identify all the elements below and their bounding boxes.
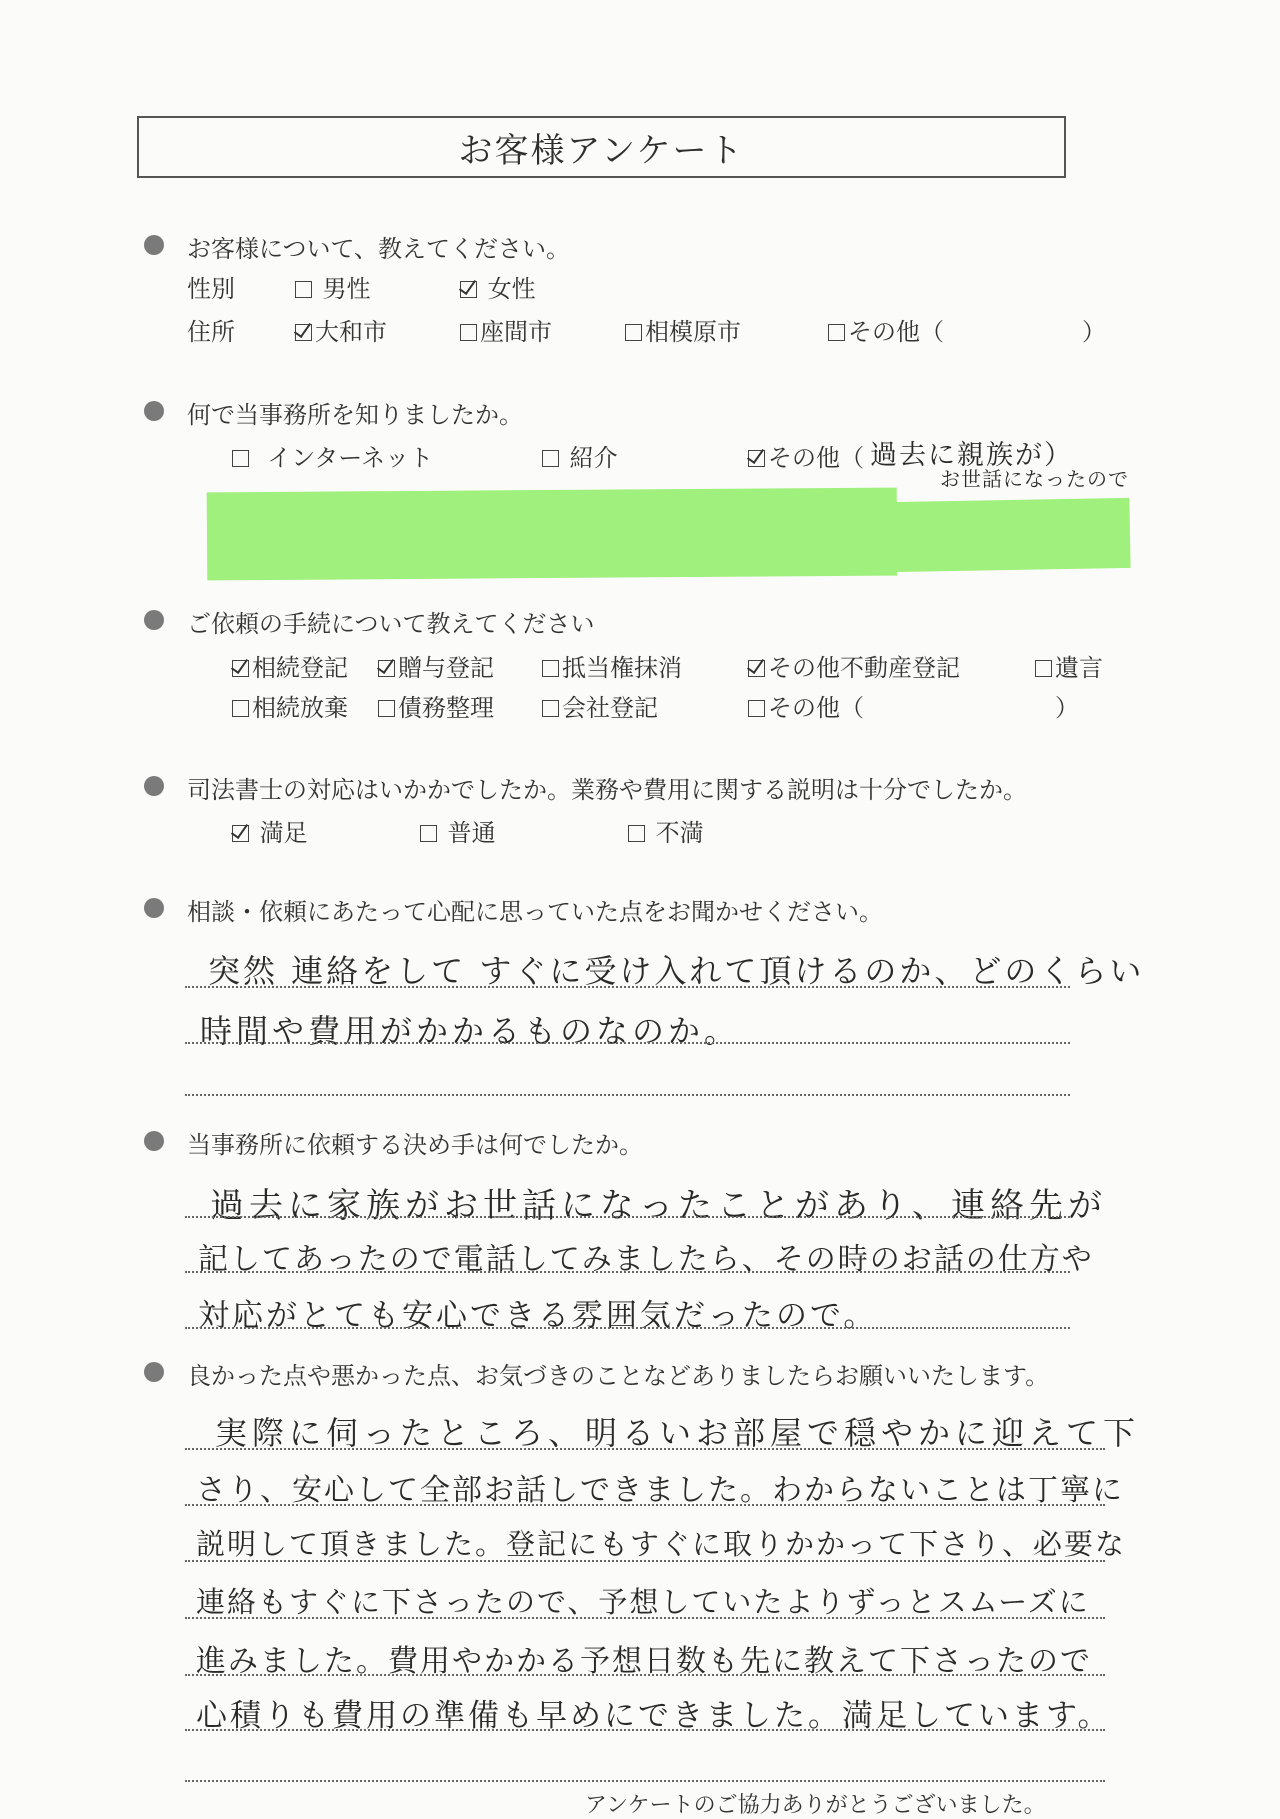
procedure-option-inheritance-renunciation[interactable]: 相続放棄 [232, 688, 348, 723]
question-7: 良かった点や悪かった点、お気づきのことなどありましたらお願いいたします。 [187, 1362, 1050, 1390]
answer-7-line-1: 実際に伺ったところ、明るいお部屋で穏やかに迎えて下 [215, 1414, 1141, 1452]
procedure-option-mortgage-cancellation[interactable]: 抵当権抹消 [542, 648, 682, 683]
checked-checkbox-icon[interactable] [378, 660, 395, 677]
procedure-option-other-close: ） [1055, 694, 1079, 722]
procedure-option-company-registration[interactable]: 会社登記 [542, 688, 658, 723]
checkbox-icon[interactable] [748, 700, 765, 717]
footer-thanks: アンケートのご協力ありがとうございました。 [585, 1793, 1046, 1818]
answer-6-line-3: 対応がとても安心できる雰囲気だったので。 [198, 1298, 878, 1334]
answer-line [185, 1560, 1105, 1562]
address-option-yamato[interactable]: 大和市 [295, 312, 387, 347]
satisfaction-option-dissatisfied[interactable]: 不満 [628, 813, 704, 848]
answer-6-line-1: 過去に家族がお世話になったことがあり、連絡先が [210, 1186, 1107, 1226]
answer-line [185, 1729, 1105, 1731]
answer-line [185, 1448, 1105, 1450]
source-option-other[interactable]: その他（ [748, 438, 864, 473]
procedure-option-gift-registration[interactable]: 贈与登記 [378, 648, 494, 683]
satisfaction-option-satisfied[interactable]: 満足 [232, 813, 308, 848]
answer-line [185, 1780, 1105, 1782]
checked-checkbox-icon[interactable] [232, 660, 249, 677]
answer-7-line-5: 進みました。費用やかかる予想日数も先に教えて下さったので [196, 1644, 1092, 1679]
address-option-other[interactable]: その他（ [828, 312, 944, 347]
checked-checkbox-icon[interactable] [295, 324, 312, 341]
checkbox-icon[interactable] [628, 825, 645, 842]
checkbox-icon[interactable] [625, 324, 642, 341]
checkbox-icon[interactable] [295, 281, 312, 298]
source-option-internet[interactable]: インターネット [232, 438, 433, 473]
answer-line [185, 1674, 1105, 1676]
answer-7-line-4: 連絡もすぐに下さったので、予想していたよりずっとスムーズに [196, 1585, 1090, 1619]
checked-checkbox-icon[interactable] [460, 281, 477, 298]
procedure-option-debt-consolidation[interactable]: 債務整理 [378, 688, 494, 723]
bullet-icon [144, 1131, 164, 1151]
procedure-option-other-real-estate[interactable]: その他不動産登記 [748, 648, 960, 683]
source-option-referral[interactable]: 紹介 [542, 438, 618, 473]
answer-line [185, 986, 1070, 988]
checkbox-icon[interactable] [378, 700, 395, 717]
address-option-other-close: ） [1082, 318, 1106, 346]
answer-line [185, 1327, 1070, 1329]
source-other-handwritten-2: お世話になったので [940, 467, 1129, 491]
question-2: 何で当事務所を知りましたか。 [187, 401, 523, 429]
checkbox-icon[interactable] [232, 450, 249, 467]
gender-option-male[interactable]: 男性 [295, 269, 371, 304]
answer-line [185, 1216, 1070, 1218]
answer-7-line-3: 説明して頂きました。登記にもすぐに取りかかって下さり、必要な [196, 1527, 1127, 1561]
checked-checkbox-icon[interactable] [748, 450, 765, 467]
checkbox-icon[interactable] [420, 825, 437, 842]
answer-line [185, 1094, 1070, 1096]
procedure-option-will[interactable]: 遺言 [1035, 648, 1103, 683]
checked-checkbox-icon[interactable] [748, 660, 765, 677]
gender-label: 性別 [187, 275, 235, 303]
checkbox-icon[interactable] [1035, 660, 1052, 677]
address-option-sagamihara[interactable]: 相模原市 [625, 312, 741, 347]
checkbox-icon[interactable] [542, 450, 559, 467]
question-6: 当事務所に依頼する決め手は何でしたか。 [187, 1131, 643, 1159]
procedure-option-inheritance-registration[interactable]: 相続登記 [232, 648, 348, 683]
address-label: 住所 [187, 318, 235, 346]
procedure-option-other[interactable]: その他（ [748, 688, 864, 723]
bullet-icon [144, 776, 164, 796]
gender-option-female[interactable]: 女性 [460, 269, 536, 304]
question-1: お客様について、教えてください。 [187, 235, 571, 263]
question-3: ご依頼の手続について教えてください [187, 610, 595, 638]
bullet-icon [144, 235, 164, 255]
source-other-handwritten: 過去に親族が） [870, 440, 1073, 471]
question-5: 相談・依頼にあたって心配に思っていた点をお聞かせください。 [187, 898, 883, 926]
satisfaction-option-average[interactable]: 普通 [420, 813, 496, 848]
redaction-highlight [207, 488, 898, 581]
bullet-icon [144, 401, 164, 421]
answer-5-line-2: 時間や費用がかかるものなのか。 [200, 1012, 741, 1050]
checked-checkbox-icon[interactable] [232, 825, 249, 842]
bullet-icon [144, 1362, 164, 1382]
checkbox-icon[interactable] [542, 700, 559, 717]
checkbox-icon[interactable] [828, 324, 845, 341]
answer-6-line-2: 記してあったので電話してみましたら、その時のお話の仕方や [198, 1242, 1094, 1277]
answer-line [185, 1504, 1105, 1506]
checkbox-icon[interactable] [460, 324, 477, 341]
checkbox-icon[interactable] [232, 700, 249, 717]
redaction-highlight [889, 498, 1130, 572]
bullet-icon [144, 898, 164, 918]
answer-5-line-1: 突然 連絡をして すぐに受け入れて頂けるのか、どのくらい [208, 952, 1145, 990]
answer-line [185, 1617, 1105, 1619]
answer-7-line-2: さり、安心して全部お話しできました。わからないことは丁寧に [196, 1473, 1124, 1508]
question-4: 司法書士の対応はいかかでしたか。業務や費用に関する説明は十分でしたか。 [187, 776, 1027, 804]
address-option-zama[interactable]: 座間市 [460, 312, 552, 347]
checkbox-icon[interactable] [542, 660, 559, 677]
answer-line [185, 1042, 1070, 1044]
survey-title: お客様アンケート [137, 116, 1066, 178]
bullet-icon [144, 610, 164, 630]
answer-line [185, 1271, 1070, 1273]
answer-7-line-6: 心積りも費用の準備も早めにできました。満足しています。 [196, 1698, 1112, 1734]
